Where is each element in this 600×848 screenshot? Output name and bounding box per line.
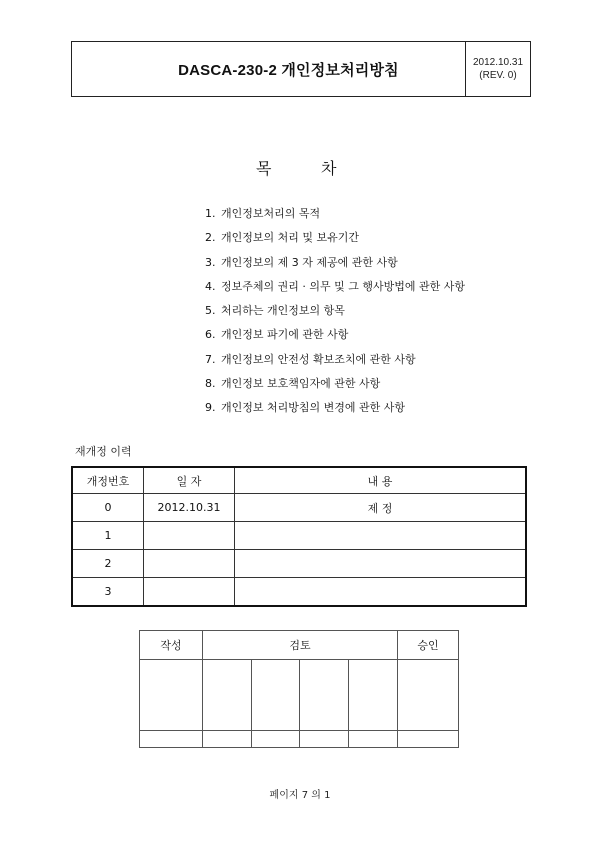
signature-cell[interactable] — [203, 660, 252, 731]
toc-item-label: 개인정보의 제 3 자 제공에 관한 사항 — [221, 255, 398, 269]
toc-item — [205, 327, 465, 351]
date-cell[interactable] — [300, 731, 349, 748]
date-cell[interactable] — [203, 731, 252, 748]
date-cell[interactable] — [251, 731, 300, 748]
toc-item-label: 처리하는 개인정보의 항목 — [221, 304, 345, 318]
toc-item-number: 6. — [205, 328, 216, 342]
cell-revision-no: 1 — [72, 522, 144, 550]
toc-title-char-1: 목 — [256, 159, 272, 178]
cell-date — [144, 550, 235, 578]
cell-date — [144, 578, 235, 607]
toc-item — [205, 279, 465, 303]
cell-date — [144, 522, 235, 550]
revision-history-table — [71, 466, 527, 607]
approval-review-header: 검토 — [203, 631, 398, 660]
revision-number: (REV. 0) — [479, 70, 517, 81]
approval-header-row — [140, 631, 459, 660]
toc-item-number: 5. — [205, 304, 216, 318]
toc-item-number: 3. — [205, 255, 216, 269]
toc-item — [205, 352, 465, 376]
signature-cell[interactable] — [140, 660, 203, 731]
toc-item-label: 개인정보 파기에 관한 사항 — [221, 328, 349, 342]
toc-item-label: 개인정보의 처리 및 보유기간 — [221, 231, 360, 245]
toc-item-label: 정보주체의 권리 · 의무 및 그 행사방법에 관한 사항 — [221, 279, 465, 293]
table-row — [72, 578, 526, 607]
table-row — [72, 494, 526, 522]
toc-item-label: 개인정보의 안전성 확보조치에 관한 사항 — [221, 352, 416, 366]
cell-content — [235, 578, 527, 607]
toc-title-char-2: 차 — [321, 159, 337, 178]
signature-cell[interactable] — [300, 660, 349, 731]
toc-item-number: 4. — [205, 279, 216, 293]
toc-item-number: 8. — [205, 377, 216, 391]
cell-revision-no: 3 — [72, 578, 144, 607]
page-footer: 페이지 7 의 1 — [269, 790, 331, 801]
toc-item — [205, 303, 465, 327]
approval-table — [139, 630, 459, 748]
cell-content: 제 정 — [235, 494, 527, 522]
document-header — [71, 41, 531, 97]
toc-item — [205, 400, 465, 424]
toc-item-number: 9. — [205, 401, 216, 415]
toc-item — [205, 376, 465, 400]
toc-item-number: 2. — [205, 231, 216, 245]
table-row — [72, 522, 526, 550]
date-cell[interactable] — [140, 731, 203, 748]
header-content: 내 용 — [235, 467, 527, 494]
toc-item — [205, 206, 465, 230]
cell-content — [235, 550, 527, 578]
toc-list — [205, 206, 465, 425]
approval-approve-header: 승인 — [398, 631, 459, 660]
table-header-row — [72, 467, 526, 494]
toc-item — [205, 230, 465, 254]
date-cell[interactable] — [398, 731, 459, 748]
revision-date: 2012.10.31 — [472, 57, 524, 68]
cell-revision-no: 2 — [72, 550, 144, 578]
toc-item — [205, 255, 465, 279]
signature-cell[interactable] — [251, 660, 300, 731]
revision-box — [465, 42, 530, 96]
toc-item-label: 개인정보 처리방침의 변경에 관한 사항 — [221, 401, 406, 415]
cell-date: 2012.10.31 — [144, 494, 235, 522]
toc-item-label: 개인정보 보호책임자에 관한 사항 — [221, 377, 381, 391]
signature-cell[interactable] — [349, 660, 398, 731]
toc-item-number: 1. — [205, 207, 216, 220]
approval-author-header: 작성 — [140, 631, 203, 660]
approval-signature-row — [140, 660, 459, 731]
revision-history-label: 재개정 이력 — [75, 445, 132, 458]
signature-cell[interactable] — [398, 660, 459, 731]
approval-date-row — [140, 731, 459, 748]
document-title: DASCA-230-2 개인정보처리방침 — [178, 61, 399, 79]
toc-item-number: 7. — [205, 352, 216, 366]
toc-item-label: 개인정보처리의 목적 — [221, 207, 321, 220]
header-date: 일 자 — [144, 467, 235, 494]
cell-revision-no: 0 — [72, 494, 144, 522]
date-cell[interactable] — [349, 731, 398, 748]
table-row — [72, 550, 526, 578]
cell-content — [235, 522, 527, 550]
header-revision-no: 개정번호 — [72, 467, 144, 494]
